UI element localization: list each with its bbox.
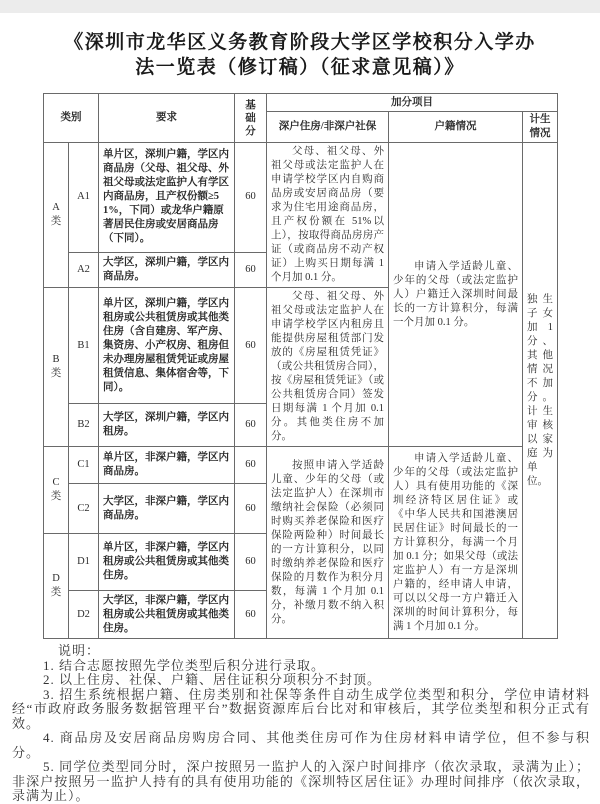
note-item-4: 4. 商品房及安居商品房购房合同、其他类住房可作为住房材料申请学位，但不参与积分。 bbox=[12, 730, 590, 760]
notes-section bbox=[12, 644, 590, 804]
header-category: 类别 bbox=[44, 94, 99, 143]
note-item-2: 2. 以上住房、社保、户籍、居住证积分项积分不封顶。 bbox=[43, 672, 382, 687]
household-bonus-cell-ab: 申请入学适龄儿童、少年的父母（或法定监护人）户籍迁入深圳时间最长的一方计算积分，每满一个月加 0.1 分。 bbox=[389, 143, 523, 447]
admission-points-table bbox=[43, 93, 558, 639]
page-title bbox=[0, 30, 600, 80]
code-cell-a2: A2 bbox=[69, 252, 99, 287]
page-title-line1: 《深圳市龙华区义务教育阶段大学区学校积分入学办 bbox=[64, 32, 536, 53]
category-cell-b: B类 bbox=[44, 288, 69, 447]
base-score-cell-a2: 60 bbox=[235, 252, 267, 287]
category-cell-d: D类 bbox=[44, 534, 69, 639]
header-family-planning: 计生情况 bbox=[523, 112, 558, 143]
note-item-3: 3. 招生系统根据户籍、住房类别和社保等条件自动生成学位类型和积分，学位申请材料经“市政府政务服务数据管理平台”数据资源库后台比对和审核后，其学位类型和积分正式有效。 bbox=[12, 686, 590, 731]
base-score-cell-d2: 60 bbox=[235, 591, 267, 639]
housing-bonus-cell-b: 父母、祖父母、外祖父母或法定监护人在申请学校学区内租房且能提供房屋租赁部门发放的《房屋租赁凭证》（或公共租赁房合同），按《房屋租赁凭证》（或公共租赁房合同）签发日期每满 1 个月加 0.1 分。其他类住房不加分。 bbox=[267, 288, 389, 447]
family-planning-cell: 独生子女加 1 分、其他情况不加分。计生审核以家庭为单位。 bbox=[523, 143, 558, 639]
household-bonus-cell-cd: 申请入学适龄儿童、少年的父母（或法定监护人）具有使用功能的《深圳经济特区居住证》或《中华人民共和国港澳居民居住证》时间最长的一方计算积分，每满一个月加 0.1 分；如果父母（或法定监护人）有一方是深圳户籍的，经申请人申请，可以以父母一方户籍迁入深圳的时间计算积分，每满 1 个月加 0.1 分。 bbox=[389, 447, 523, 639]
requirement-cell-c1: 单片区，非深户籍，学区内商品房。 bbox=[99, 447, 235, 484]
housing-bonus-cell-a: 父母、祖父母、外祖父母或法定监护人在申请学校学区内自购商品房或安居商品房（要求为住宅用途商品房，且产权份额在 51%以上），按取得商品房房产证（或商品房不动产权证）上购买日期每满 1 个月加 0.1 分。 bbox=[267, 143, 389, 288]
header-housing-social: 深户住房/非深户社保 bbox=[267, 112, 389, 143]
header-requirement: 要求 bbox=[99, 94, 235, 143]
requirement-cell-b2: 大学区，深圳户籍，学区内租房。 bbox=[99, 404, 235, 447]
requirement-cell-d1: 单片区，非深户籍，学区内租房或公共租赁房或其他类住房。 bbox=[99, 534, 235, 591]
base-score-cell-d1: 60 bbox=[235, 534, 267, 591]
code-cell-b2: B2 bbox=[69, 404, 99, 447]
code-cell-a1: A1 bbox=[69, 143, 99, 253]
code-cell-b1: B1 bbox=[69, 288, 99, 404]
header-bonus-group: 加分项目 bbox=[267, 94, 558, 112]
code-cell-c2: C2 bbox=[69, 484, 99, 534]
header-household: 户籍情况 bbox=[389, 112, 523, 143]
social-insurance-bonus-cell-cd: 按照申请入学适龄儿童、少年的父母（或法定监护人）在深圳市缴纳社会保险（必须同时购买养老保险和医疗保险两险种）时间最长的一方计算积分，以同时缴纳养老保险和医疗保险的月数作为积分月数，每满 1 个月加 0.1 分，补缴月数不纳入积分。 bbox=[267, 447, 389, 639]
scan-top-band bbox=[0, 0, 600, 13]
code-cell-c1: C1 bbox=[69, 447, 99, 484]
base-score-cell-b1: 60 bbox=[235, 288, 267, 404]
base-score-cell-a1: 60 bbox=[235, 143, 267, 253]
page-title-line2: 法一览表（修订稿）（征求意见稿）》 bbox=[135, 57, 465, 78]
base-score-cell-c2: 60 bbox=[235, 484, 267, 534]
code-cell-d1: D1 bbox=[69, 534, 99, 591]
table-row-a1 bbox=[44, 143, 558, 253]
base-score-cell-b2: 60 bbox=[235, 404, 267, 447]
header-base-score: 基础分 bbox=[235, 94, 267, 143]
header-row-top bbox=[44, 94, 558, 112]
base-score-cell-c1: 60 bbox=[235, 447, 267, 484]
table-row-c1 bbox=[44, 447, 558, 484]
note-item-1: 1. 结合志愿按照先学位类型后积分进行录取。 bbox=[43, 657, 326, 673]
category-cell-c: C类 bbox=[44, 447, 69, 534]
requirement-cell-a1: 单片区，深圳户籍，学区内商品房（父母、祖父母、外祖父母或法定监护人有学区内商品房，且产权份额≥51%，下同）或龙华户籍原著居民住房或安居商品房（下同）。 bbox=[99, 143, 235, 253]
requirement-cell-b1: 单片区，深圳户籍，学区内租房或公共租赁房或其他类住房（含自建房、军产房、集资房、小产权房、租房但未办理房屋租赁凭证或房屋租赁信息、集体宿舍等，下同）。 bbox=[99, 288, 235, 404]
category-cell-a: A类 bbox=[44, 143, 69, 288]
requirement-cell-d2: 大学区，非深户籍，学区内租房或公共租赁房或其他类住房。 bbox=[99, 591, 235, 639]
notes-label: 说明： bbox=[58, 643, 101, 658]
code-cell-d2: D2 bbox=[69, 591, 99, 639]
requirement-cell-c2: 大学区，非深户籍，学区内商品房。 bbox=[99, 484, 235, 534]
requirement-cell-a2: 大学区，深圳户籍，学区内商品房。 bbox=[99, 252, 235, 287]
note-item-5: 5. 同学位类型同分时，深户按照另一监护人的入深户时间排序（依次录取，录满为止）；非深户按照另一监护人持有的具有使用功能的《深圳特区居住证》办理时间排序（依次录取，录满为止）。 bbox=[12, 759, 590, 803]
